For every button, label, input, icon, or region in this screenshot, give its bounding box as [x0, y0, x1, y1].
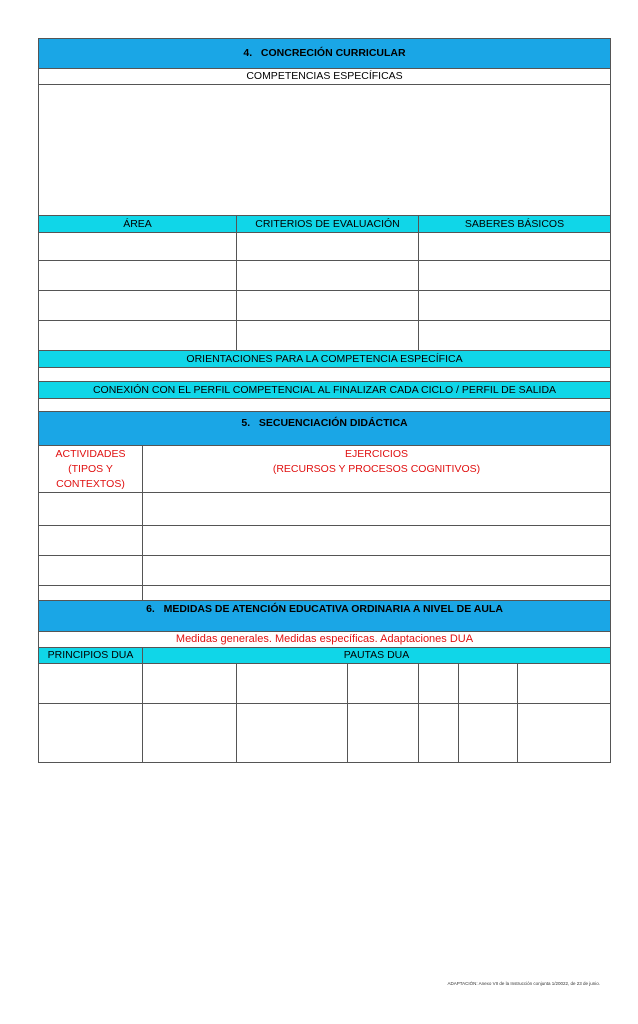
section-5-title-text: 5. SECUENCIACIÓN DIDÁCTICA — [241, 417, 408, 429]
table-row[interactable] — [39, 261, 610, 290]
table-row[interactable] — [39, 321, 610, 350]
medidas-label — [39, 632, 610, 647]
column-criterios-label: CRITERIOS DE EVALUACIÓN — [255, 217, 400, 230]
actividades-label: ACTIVIDADES — [55, 447, 126, 460]
table-row[interactable] — [39, 556, 610, 585]
column-saberes — [419, 216, 610, 232]
conexion-header-text: CONEXIÓN CON EL PERFIL COMPETENCIAL AL FINALIZAR CADA CICLO / PERFIL DE SALIDA — [92, 383, 557, 396]
principios-dua-header — [39, 648, 142, 663]
orientaciones-header-text: ORIENTACIONES PARA LA COMPETENCIA ESPECÍFICA — [186, 352, 463, 365]
ejercicios-label: EJERCICIOS — [344, 448, 408, 460]
actividades-header — [39, 446, 142, 492]
table-row[interactable] — [39, 291, 610, 320]
table-row[interactable] — [39, 233, 610, 260]
orientaciones-field[interactable] — [39, 368, 610, 381]
section-4-title — [39, 39, 610, 68]
competencias-field[interactable] — [39, 85, 610, 215]
conexion-header — [39, 382, 610, 398]
table-row[interactable] — [39, 493, 610, 525]
column-criterios — [237, 216, 418, 232]
table-row[interactable] — [39, 664, 610, 703]
footer-text: ADAPTACIÓN: Anexo VII de la Instrucción conjunta 1/20022, de 23 de junio. — [447, 981, 600, 986]
orientaciones-header — [39, 351, 610, 367]
section-5-title — [39, 412, 610, 445]
competencias-header-text: COMPETENCIAS ESPECÍFICAS — [246, 70, 403, 83]
table-row[interactable] — [39, 704, 610, 762]
section-6-title-text: 6. MEDIDAS DE ATENCIÓN EDUCATIVA ORDINARIA A NIVEL DE AULA — [146, 603, 503, 615]
principios-dua-label: PRINCIPIOS DUA — [47, 649, 134, 662]
actividades-sub1: (TIPOS Y — [68, 462, 113, 475]
section-6-title — [39, 601, 610, 631]
section-4-title-text: 4. CONCRECIÓN CURRICULAR — [243, 47, 406, 60]
conexion-field[interactable] — [39, 399, 610, 411]
pautas-dua-header — [143, 648, 610, 663]
competencias-header — [39, 69, 610, 84]
column-saberes-label: SABERES BÁSICOS — [464, 217, 565, 230]
table-row[interactable] — [39, 586, 610, 600]
pautas-dua-label: PAUTAS DUA — [343, 649, 410, 662]
actividades-sub2: CONTEXTOS) — [56, 477, 125, 490]
footer-note — [370, 981, 600, 986]
column-area-label: ÁREA — [123, 217, 152, 230]
medidas-text: Medidas generales. Medidas específicas. Adaptaciones DUA — [175, 632, 474, 645]
ejercicios-sub: (RECURSOS Y PROCESOS COGNITIVOS) — [272, 463, 481, 475]
ejercicios-header — [143, 446, 610, 492]
table-row[interactable] — [39, 526, 610, 555]
column-area — [39, 216, 236, 232]
